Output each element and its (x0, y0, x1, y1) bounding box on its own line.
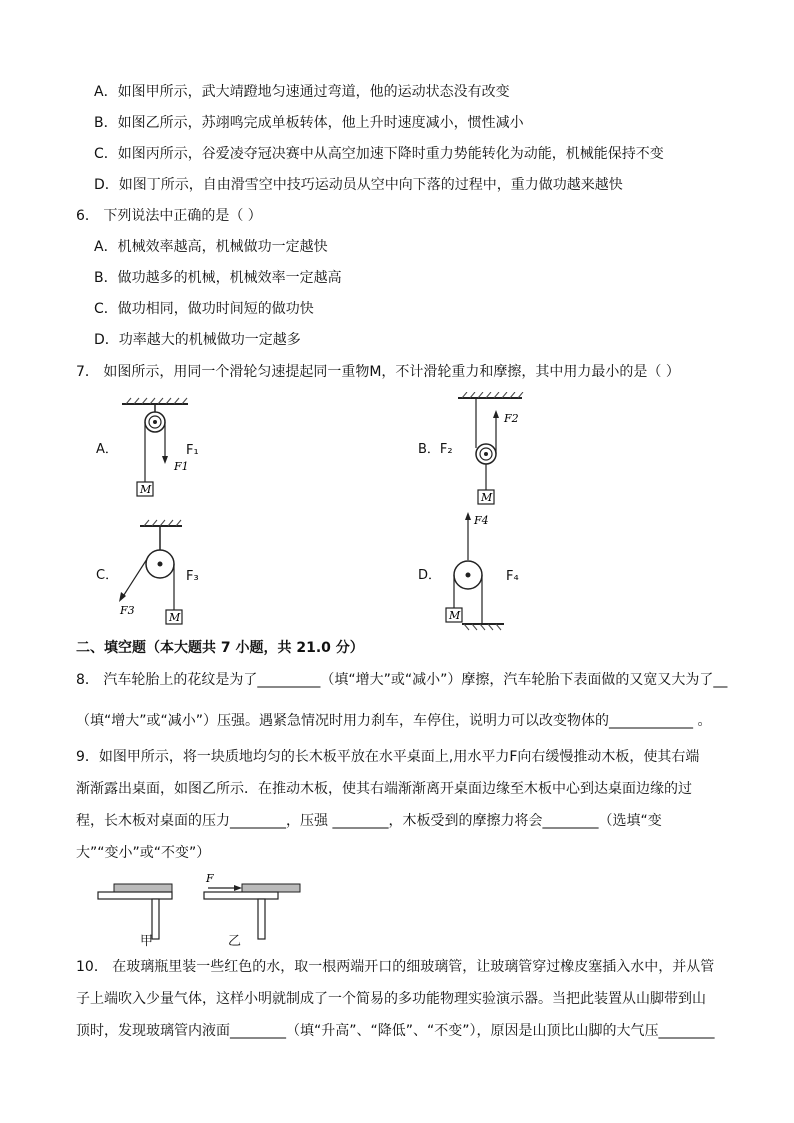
q7-label-c: C． (96, 568, 119, 583)
q5-option-b: B．如图乙所示，苏翊鸣完成单板转体，他上升时速度减小，惯性减小 (94, 115, 524, 131)
q9-line-4: 大”“变小”或“不变”） (76, 845, 211, 861)
q6-stem: 6． 下列说法中正确的是（ ） (76, 208, 262, 224)
q7-figure-d-force-label: F4 (474, 514, 489, 527)
q7-figure-a-force-label: F1 (174, 460, 189, 473)
q7-label-d: D． (418, 568, 442, 583)
q7-label-b: B．F₂ (418, 442, 453, 457)
q9-line-1: 9．如图甲所示，将一块质地均匀的长木板平放在水平桌面上,用水平力F向右缓慢推动木板，使其右端 (76, 749, 700, 765)
section-2-title: 二、填空题（本大题共 7 小题，共 21.0 分） (76, 640, 364, 656)
q7-figure-c-mass-label: M (169, 611, 181, 624)
q7-figure-b (450, 392, 540, 512)
q9-figure (96, 870, 306, 950)
q10-line-3: 顶时，发现玻璃管内液面________（填“升高”、“降低”、“不变”），原因是山顶比山脚的大气压________ (76, 1023, 715, 1039)
q7-figure-a (118, 396, 228, 502)
q7-figure-b-force-label: F2 (504, 412, 519, 425)
q9-figure-force-label: F (206, 872, 214, 885)
q5-option-c: C．如图丙所示，谷爱凌夺冠决赛中从高空加速下降时重力势能转化为动能，机械能保持不变 (94, 146, 664, 162)
q5-option-d: D．如图丁所示，自由滑雪空中技巧运动员从空中向下落的过程中，重力做功越来越快 (94, 177, 623, 193)
q5-option-a: A．如图甲所示，武大靖蹬地匀速通过弯道，他的运动状态没有改变 (94, 84, 510, 100)
q7-figure-c-force-label: F3 (120, 604, 135, 617)
q7-figure-a-mass-label: M (140, 483, 152, 496)
q6-option-d: D．功率越大的机械做功一定越多 (94, 332, 301, 348)
q7-figure-b-mass-label: M (481, 491, 493, 504)
q9-line-2: 渐渐露出桌面，如图乙所示．在推动木板，使其右端渐渐离开桌面边缘至木板中心到达桌面边缘的过 (76, 781, 692, 797)
q7-stem: 7． 如图所示，用同一个滑轮匀速提起同一重物M，不计滑轮重力和摩擦，其中用力最小的是（ ） (76, 364, 680, 380)
q7-figure-d-mass-label: M (449, 609, 461, 622)
q7-label-a: A． (96, 442, 118, 457)
q7-figure-c-f3-caption: F₃ (186, 569, 199, 584)
q10-line-2: 子上端吹入少量气体，这样小明就制成了一个简易的多功能物理实验演示器。当把此装置从山脚带到山 (76, 991, 706, 1007)
q6-option-b: B．做功越多的机械，机械效率一定越高 (94, 270, 342, 286)
q10-line-1: 10． 在玻璃瓶里装一些红色的水，取一根两端开口的细玻璃管，让玻璃管穿过橡皮塞插入水中，并从管 (76, 959, 715, 975)
q6-option-c: C．做功相同，做功时间短的做功快 (94, 301, 314, 317)
q9-line-3: 程，长木板对桌面的压力________，压强 ________，木板受到的摩擦力将会________（选填“变 (76, 813, 662, 829)
q7-figure-c (112, 518, 222, 628)
q7-figure-d-f4-caption: F₄ (506, 569, 519, 584)
q6-option-a: A．机械效率越高，机械做功一定越快 (94, 239, 328, 255)
q8-line-1: 8． 汽车轮胎上的花纹是为了_________（填“增大”或“减小”）摩擦，汽车轮胎下表面做的又宽又大为了__ (76, 672, 728, 688)
q9-figure-jia-label: 甲 (140, 934, 154, 949)
q7-figure-a-f1-caption: F₁ (186, 443, 199, 458)
q8-line-2: （填“增大”或“减小”）压强。遇紧急情况时用力刹车，车停住，说明力可以改变物体的____________ 。 (76, 713, 712, 729)
q9-figure-yi-label: 乙 (228, 934, 242, 949)
